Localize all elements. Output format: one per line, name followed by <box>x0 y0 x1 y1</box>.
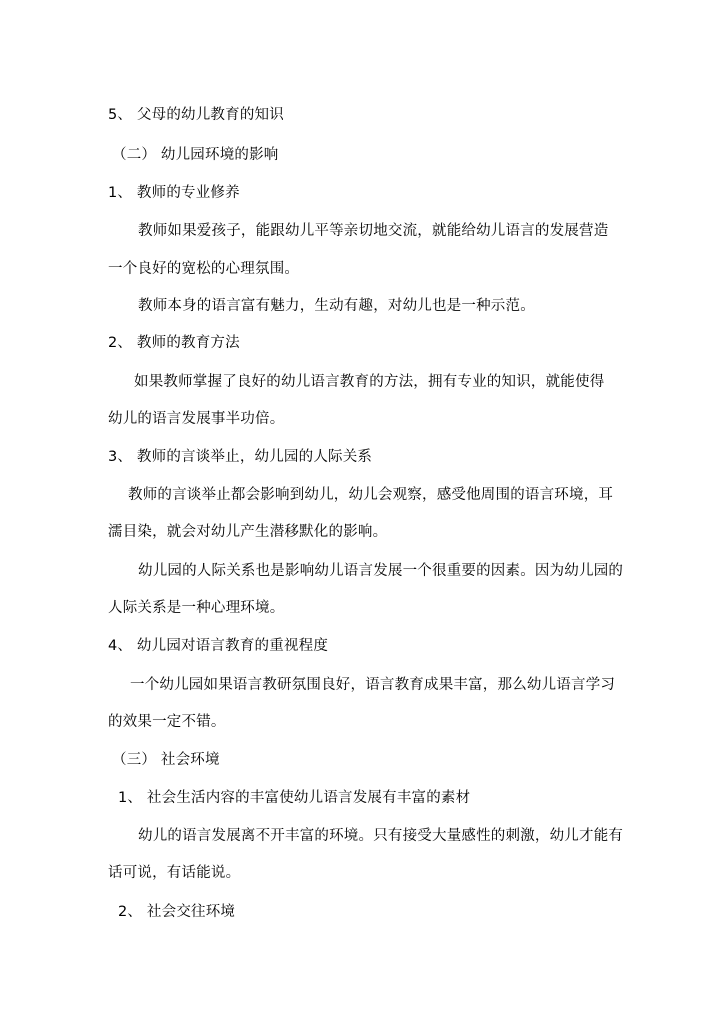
heading-item-1-social-life-richness: 1、 社会生活内容的丰富使幼儿语言发展有丰富的素材 <box>118 790 471 806</box>
paragraph-line: 一个幼儿园如果语言教研氛围良好，语言教育成果丰富，那么幼儿语言学习 <box>130 677 616 693</box>
paragraph-line: 教师本身的语言富有魅力，生动有趣，对幼儿也是一种示范。 <box>138 298 535 314</box>
paragraph-line: 话可说，有话能说。 <box>108 865 241 881</box>
heading-item-2-teaching-methods: 2、 教师的教育方法 <box>108 335 240 351</box>
paragraph-line: 幼儿园的人际关系也是影响幼儿语言发展一个很重要的因素。因为幼儿园的 <box>138 563 624 579</box>
heading-item-3-teacher-conduct: 3、 教师的言谈举止，幼儿园的人际关系 <box>108 449 373 465</box>
heading-item-4-emphasis-on-language: 4、 幼儿园对语言教育的重视程度 <box>108 638 329 654</box>
heading-item-1-teacher-cultivation: 1、 教师的专业修养 <box>108 185 240 201</box>
paragraph-line: 幼儿的语言发展离不开丰富的环境。只有接受大量感性的刺激，幼儿才能有 <box>138 828 624 844</box>
paragraph-line: 的效果一定不错。 <box>108 714 226 730</box>
section-heading-kindergarten-environment: （二） 幼儿园环境的影响 <box>112 147 279 163</box>
paragraph-line: 教师的言谈举止都会影响到幼儿，幼儿会观察，感受他周围的语言环境，耳 <box>128 487 614 503</box>
paragraph-line: 一个良好的宽松的心理氛围。 <box>108 261 300 277</box>
heading-item-2-social-interaction: 2、 社会交往环境 <box>118 904 236 920</box>
paragraph-line: 濡目染，就会对幼儿产生潜移默化的影响。 <box>108 524 388 540</box>
paragraph-line: 如果教师掌握了良好的幼儿语言教育的方法，拥有专业的知识，就能使得 <box>134 374 605 390</box>
paragraph-line: 教师如果爱孩子，能跟幼儿平等亲切地交流，就能给幼儿语言的发展营造 <box>138 223 609 239</box>
paragraph-line: 幼儿的语言发展事半功倍。 <box>108 411 285 427</box>
section-heading-social-environment: （三） 社会环境 <box>112 752 220 768</box>
heading-item-5-parents-knowledge: 5、 父母的幼儿教育的知识 <box>108 107 284 123</box>
paragraph-line: 人际关系是一种心理环境。 <box>108 600 285 616</box>
